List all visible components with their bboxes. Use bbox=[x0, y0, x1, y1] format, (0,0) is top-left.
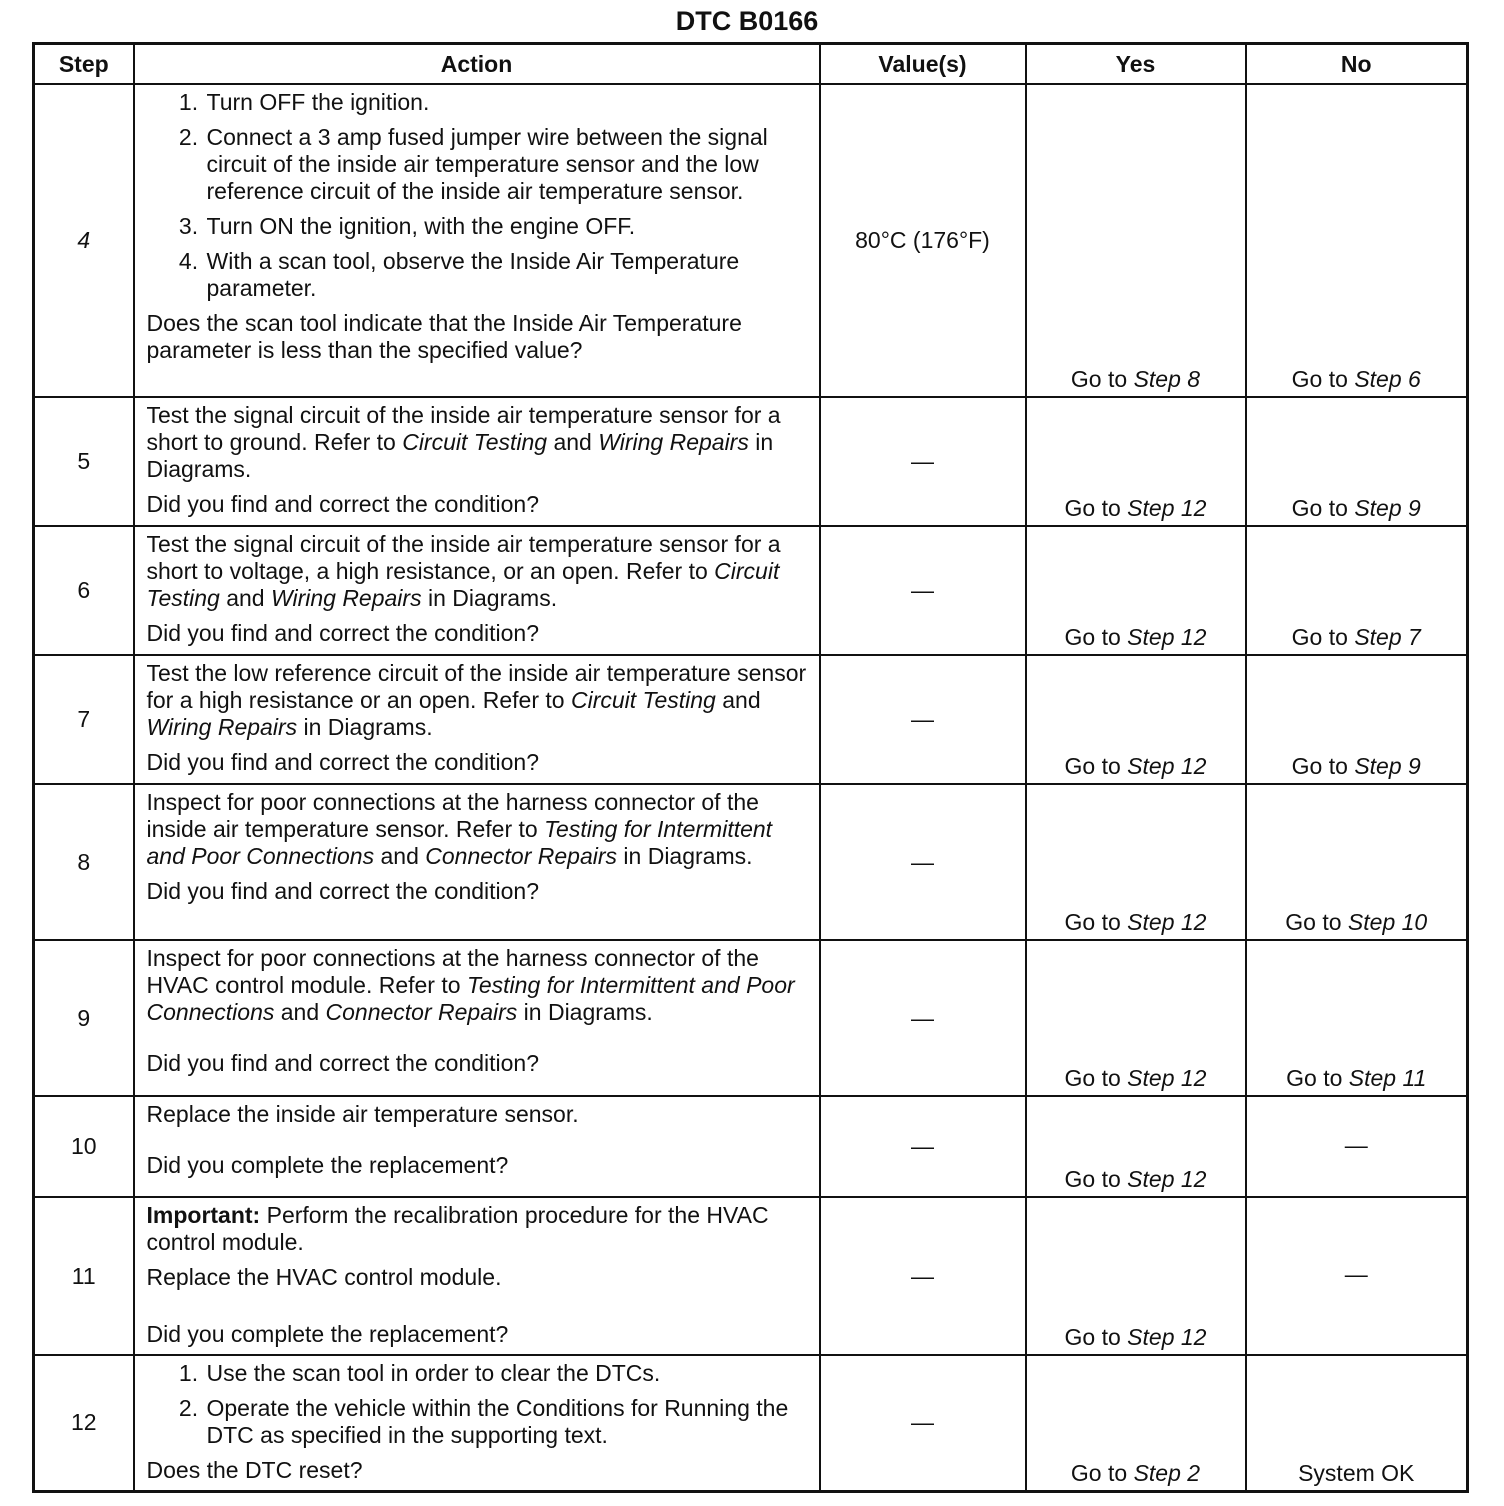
list-item: 1. Turn OFF the ignition. bbox=[205, 89, 811, 116]
no-cell: — bbox=[1246, 1096, 1468, 1197]
yes-step-ref: Step 8 bbox=[1133, 366, 1201, 392]
yes-cell: Go to Step 12 bbox=[1026, 784, 1246, 940]
action-text: Inspect for poor connections at the harness connector of the HVAC control module. Refer to Testing for Intermittent and Poor Connections and Connector Repairs in Diagrams. bbox=[146, 945, 795, 1025]
header-no: No bbox=[1246, 44, 1468, 85]
action-cell bbox=[134, 84, 820, 397]
step-number: 9 bbox=[34, 940, 134, 1096]
no-step-ref: Step 6 bbox=[1354, 366, 1421, 392]
table-row bbox=[34, 1197, 1468, 1355]
yes-cell: Go to Step 12 bbox=[1026, 1096, 1246, 1197]
step-number: 7 bbox=[34, 655, 134, 784]
action-question: Does the scan tool indicate that the Inside Air Temperature parameter is less than the specified value? bbox=[146, 310, 742, 363]
step-number: 12 bbox=[34, 1355, 134, 1491]
action-cell bbox=[134, 397, 820, 526]
yes-cell: Go to Step 2 bbox=[1026, 1355, 1246, 1491]
no-step-ref: Step 7 bbox=[1354, 624, 1421, 650]
table-row bbox=[34, 1355, 1468, 1491]
action-text: Test the signal circuit of the inside air temperature sensor for a short to voltage, a high resistance, or an open. Refer to Circuit Testing and Wiring Repairs in Diagrams. bbox=[146, 531, 781, 611]
action-cell bbox=[134, 526, 820, 655]
yes-cell: Go to Step 8 bbox=[1026, 84, 1246, 397]
yes-cell: Go to Step 12 bbox=[1026, 526, 1246, 655]
list-item: 2. Operate the vehicle within the Conditions for Running the DTC as specified in the supporting text. bbox=[205, 1395, 811, 1449]
page-title: DTC B0166 bbox=[675, 6, 819, 36]
no-cell: Go to Step 9 bbox=[1246, 397, 1468, 526]
no-cell: Go to Step 11 bbox=[1246, 940, 1468, 1096]
table-row bbox=[34, 1096, 1468, 1197]
value-cell: 80°C (176°F) bbox=[820, 84, 1026, 397]
header-values: Value(s) bbox=[820, 44, 1026, 85]
action-question: Did you find and correct the condition? bbox=[146, 749, 540, 775]
no-cell: System OK bbox=[1246, 1355, 1468, 1491]
yes-step-ref: Step 2 bbox=[1133, 1459, 1201, 1486]
important-note: Important: Perform the recalibration procedure for the HVAC control module. bbox=[146, 1202, 769, 1255]
no-step-ref: Step 11 bbox=[1348, 1065, 1427, 1091]
no-step-ref: Step 9 bbox=[1354, 753, 1421, 779]
action-question: Did you complete the replacement? bbox=[146, 1152, 509, 1178]
step-number: 11 bbox=[34, 1197, 134, 1355]
step-number: 8 bbox=[34, 784, 134, 940]
no-cell: Go to Step 7 bbox=[1246, 526, 1468, 655]
action-question: Does the DTC reset? bbox=[146, 1457, 363, 1483]
action-cell bbox=[134, 655, 820, 784]
action-text: Test the low reference circuit of the inside air temperature sensor for a high resistance or an open. Refer to Circuit Testing and Wiring Repairs in Diagrams. bbox=[146, 660, 807, 740]
value-cell: — bbox=[820, 526, 1026, 655]
action-text: Test the signal circuit of the inside air temperature sensor for a short to ground. Refer to Circuit Testing and Wiring Repairs in Diagrams. bbox=[146, 402, 781, 482]
value-cell: — bbox=[820, 940, 1026, 1096]
value-cell: — bbox=[820, 655, 1026, 784]
table-row bbox=[34, 655, 1468, 784]
value-cell: — bbox=[820, 1197, 1026, 1355]
table-row bbox=[34, 526, 1468, 655]
no-step-ref: Step 10 bbox=[1347, 909, 1428, 935]
no-cell: Go to Step 10 bbox=[1246, 784, 1468, 940]
diagnostic-table bbox=[32, 42, 1469, 1493]
no-step-ref: Step 9 bbox=[1354, 495, 1421, 521]
action-question: Did you find and correct the condition? bbox=[146, 620, 540, 646]
action-question: Did you find and correct the condition? bbox=[146, 491, 540, 517]
yes-cell: Go to Step 12 bbox=[1026, 940, 1246, 1096]
action-list bbox=[147, 89, 811, 302]
yes-step-ref: Step 12 bbox=[1127, 624, 1207, 650]
action-question: Did you find and correct the condition? bbox=[146, 1050, 540, 1076]
yes-step-ref: Step 12 bbox=[1127, 495, 1207, 521]
header-action: Action bbox=[134, 44, 820, 85]
action-cell bbox=[134, 784, 820, 940]
list-item: 3. Turn ON the ignition, with the engine OFF. bbox=[205, 213, 811, 240]
step-number: 5 bbox=[34, 397, 134, 526]
value-cell: — bbox=[820, 1096, 1026, 1197]
header-row bbox=[34, 44, 1468, 85]
step-number: 4 bbox=[34, 84, 134, 397]
yes-step-ref: Step 12 bbox=[1127, 1166, 1207, 1192]
action-cell bbox=[134, 1197, 820, 1355]
yes-step-ref: Step 12 bbox=[1127, 909, 1207, 935]
table-row bbox=[34, 397, 1468, 526]
no-cell: — bbox=[1246, 1197, 1468, 1355]
important-label: Important: bbox=[146, 1202, 261, 1228]
action-cell bbox=[134, 940, 820, 1096]
yes-cell: Go to Step 12 bbox=[1026, 397, 1246, 526]
yes-step-ref: Step 12 bbox=[1127, 1324, 1207, 1350]
yes-cell: Go to Step 12 bbox=[1026, 655, 1246, 784]
list-item: 1. Use the scan tool in order to clear the DTCs. bbox=[205, 1360, 811, 1387]
header-step: Step bbox=[34, 44, 134, 85]
step-number: 6 bbox=[34, 526, 134, 655]
yes-step-ref: Step 12 bbox=[1127, 1065, 1207, 1091]
action-cell bbox=[134, 1096, 820, 1197]
yes-step-ref: Step 12 bbox=[1127, 753, 1207, 779]
yes-cell: Go to Step 12 bbox=[1026, 1197, 1246, 1355]
action-text: Replace the HVAC control module. bbox=[146, 1264, 502, 1290]
action-cell bbox=[134, 1355, 820, 1491]
header-yes: Yes bbox=[1026, 44, 1246, 85]
step-number: 10 bbox=[34, 1096, 134, 1197]
no-cell: Go to Step 6 bbox=[1246, 84, 1468, 397]
list-item: 4. With a scan tool, observe the Inside Air Temperature parameter. bbox=[205, 248, 811, 302]
action-text: Inspect for poor connections at the harness connector of the inside air temperature sensor. Refer to Testing for Intermittent and Poor Connections and Connector Repairs in Diagrams. bbox=[146, 789, 773, 869]
action-question: Did you find and correct the condition? bbox=[146, 878, 540, 904]
value-cell: — bbox=[820, 784, 1026, 940]
value-cell: — bbox=[820, 1355, 1026, 1491]
action-question: Did you complete the replacement? bbox=[146, 1321, 509, 1347]
action-text: Replace the inside air temperature sensor. bbox=[146, 1101, 579, 1127]
table-row bbox=[34, 84, 1468, 397]
table-row bbox=[34, 940, 1468, 1096]
no-cell: Go to Step 9 bbox=[1246, 655, 1468, 784]
table-row bbox=[34, 784, 1468, 940]
action-list bbox=[147, 1360, 811, 1449]
value-cell: — bbox=[820, 397, 1026, 526]
list-item: 2. Connect a 3 amp fused jumper wire between the signal circuit of the inside air temperature sensor and the low reference circuit of the inside air temperature sensor. bbox=[205, 124, 811, 205]
